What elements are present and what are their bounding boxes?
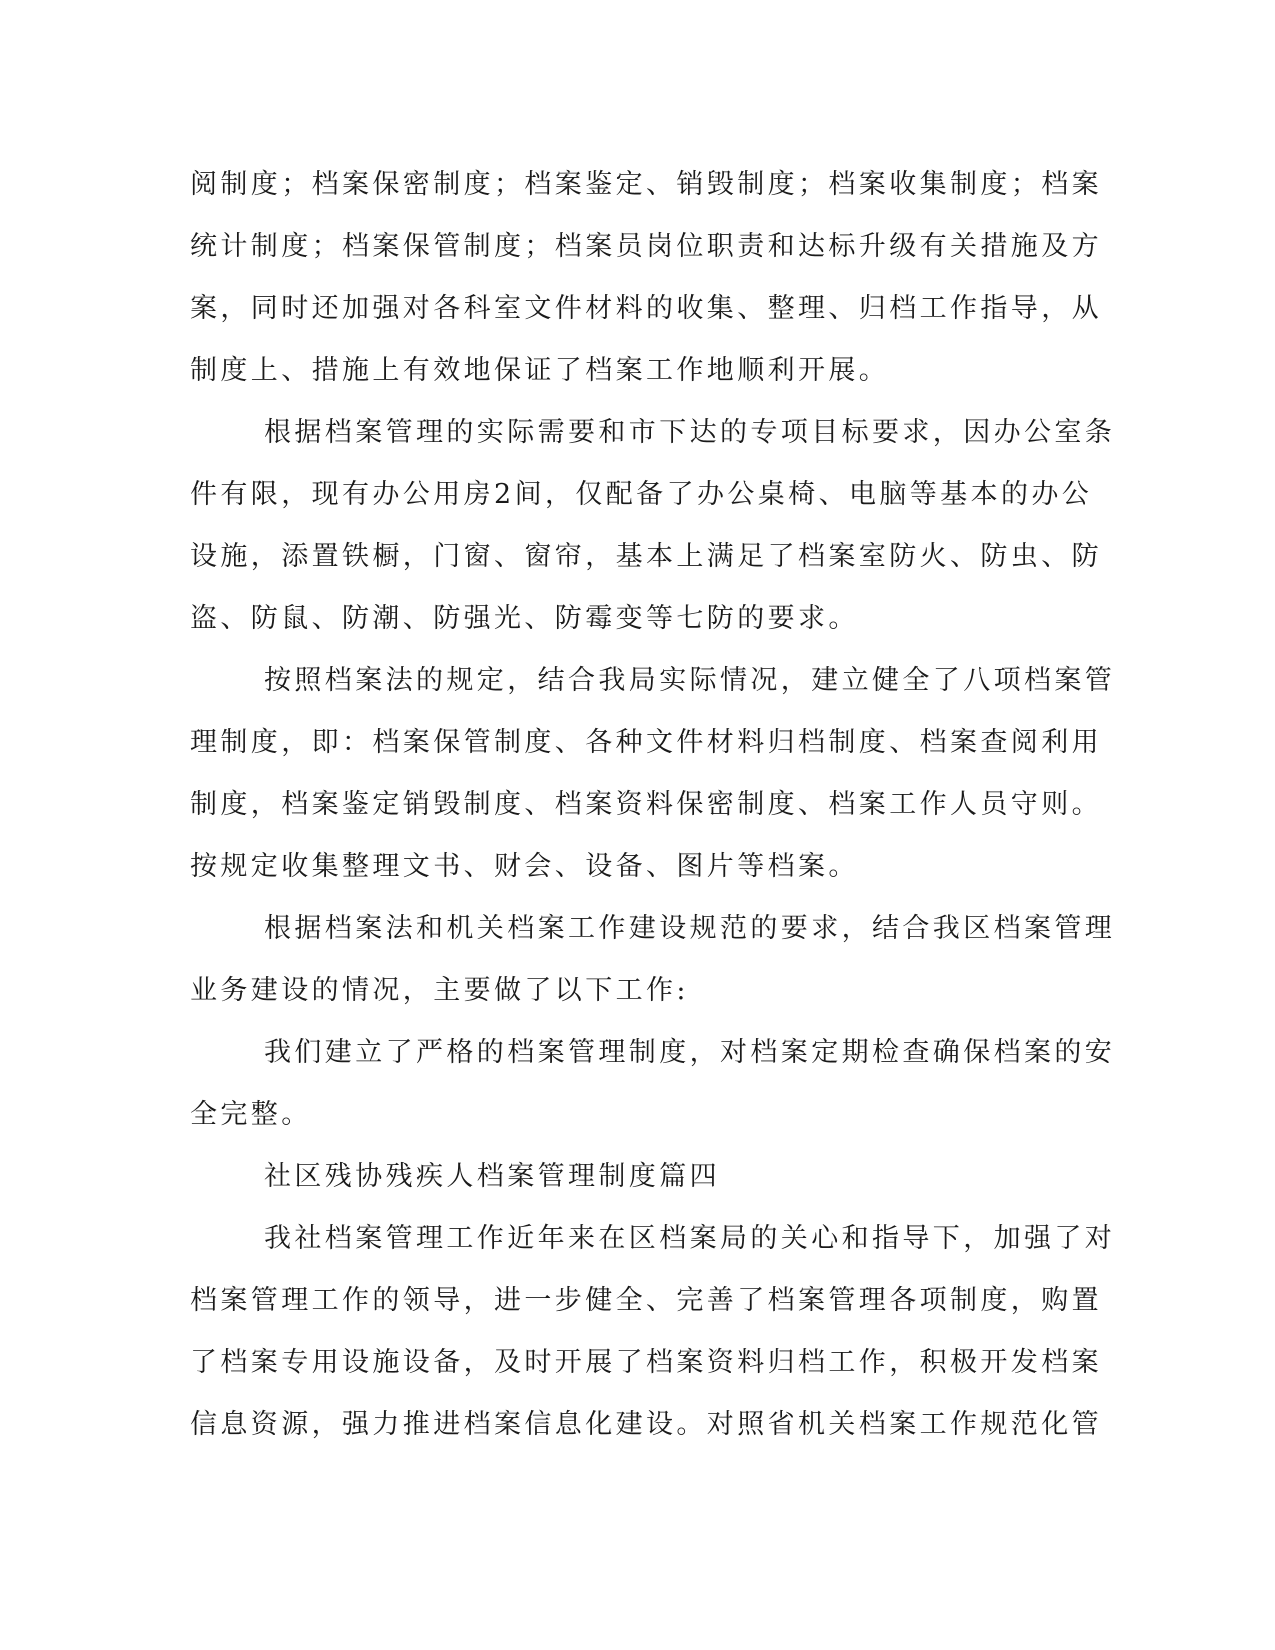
text-line: 业务建设的情况，主要做了以下工作: — [190, 975, 689, 1006]
text-line: 按规定收集整理文书、财会、设备、图片等档案。 — [190, 851, 859, 882]
text-line: 根据档案法和机关档案工作建设规范的要求，结合我区档案管理 — [264, 913, 1116, 944]
document-body — [190, 154, 1116, 1456]
text-line: 信息资源，强力推进档案信息化建设。对照省机关档案工作规范化管 — [190, 1409, 1102, 1440]
text-line: 制度上、措施上有效地保证了档案工作地顺利开展。 — [190, 355, 890, 386]
text-line: 案，同时还加强对各科室文件材料的收集、整理、归档工作指导，从 — [190, 293, 1102, 324]
text-line: 设施，添置铁橱，门窗、窗帘，基本上满足了档案室防火、防虫、防 — [190, 541, 1102, 572]
text-line: 盗、防鼠、防潮、防强光、防霉变等七防的要求。 — [190, 603, 859, 634]
text-line: 了档案专用设施设备，及时开展了档案资料归档工作，积极开发档案 — [190, 1347, 1102, 1378]
text-line: 理制度，即：档案保管制度、各种文件材料归档制度、档案查阅利用 — [190, 727, 1102, 758]
text-line: 我们建立了严格的档案管理制度，对档案定期检查确保档案的安 — [264, 1037, 1116, 1068]
text-line: 阅制度；档案保密制度；档案鉴定、销毁制度；档案收集制度；档案 — [190, 169, 1102, 200]
text-line: 档案管理工作的领导，进一步健全、完善了档案管理各项制度，购置 — [190, 1285, 1102, 1316]
text-line: 制度，档案鉴定销毁制度、档案资料保密制度、档案工作人员守则。 — [190, 789, 1102, 820]
text-line: 根据档案管理的实际需要和市下达的专项目标要求，因办公室条 — [264, 417, 1116, 448]
text-line: 全完整。 — [190, 1099, 312, 1130]
text-line: 统计制度；档案保管制度；档案员岗位职责和达标升级有关措施及方 — [190, 231, 1102, 262]
text-line: 按照档案法的规定，结合我局实际情况，建立健全了八项档案管 — [264, 665, 1116, 696]
text-line: 社区残协残疾人档案管理制度篇四 — [264, 1161, 720, 1192]
text-line: 件有限，现有办公用房2间，仅配备了办公桌椅、电脑等基本的办公 — [190, 479, 1093, 510]
text-line: 我社档案管理工作近年来在区档案局的关心和指导下，加强了对 — [264, 1223, 1116, 1254]
